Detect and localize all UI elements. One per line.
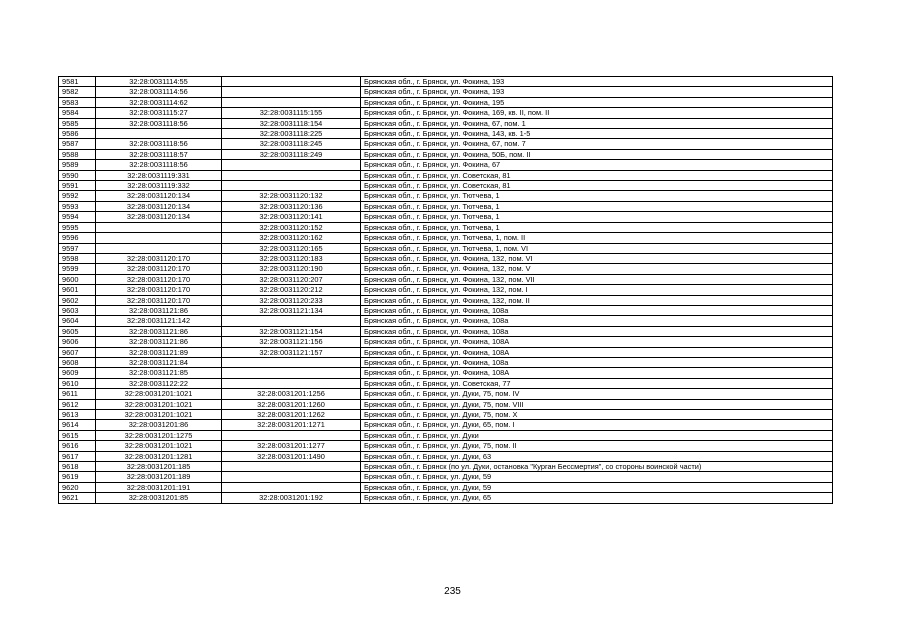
table-row [59,87,833,97]
table-row [59,97,833,107]
cadastral-number-2-cell: 32:28:0031120:136 [222,201,361,211]
row-number-cell: 9595 [59,222,96,232]
address-cell: Брянская обл., г. Брянск, ул. Дуки, 65, пом. I [361,420,833,430]
table-row [59,149,833,159]
table-row [59,493,833,503]
cadastral-number-cell: 32:28:0031201:1021 [96,399,222,409]
table-row [59,410,833,420]
cadastral-number-2-cell: 32:28:0031201:1490 [222,451,361,461]
address-cell: Брянская обл., г. Брянск, ул. Дуки, 63 [361,451,833,461]
cadastral-number-cell: 32:28:0031121:89 [96,347,222,357]
cadastral-number-2-cell: 32:28:0031120:190 [222,264,361,274]
row-number-cell: 9596 [59,233,96,243]
address-cell: Брянская обл., г. Брянск, ул. Фокина, 193 [361,87,833,97]
address-cell: Брянская обл., г. Брянск, ул. Советская, 81 [361,181,833,191]
cadastral-number-cell: 32:28:0031120:170 [96,295,222,305]
address-cell: Брянская обл., г. Брянск, ул. Фокина, 108А [361,368,833,378]
table-row [59,253,833,263]
cadastral-number-2-cell: 32:28:0031201:1271 [222,420,361,430]
address-cell: Брянская обл., г. Брянск, ул. Фокина, 108а [361,305,833,315]
row-number-cell: 9615 [59,430,96,440]
cadastral-number-2-cell [222,368,361,378]
row-number-cell: 9599 [59,264,96,274]
table-row [59,77,833,87]
cadastral-number-2-cell: 32:28:0031121:157 [222,347,361,357]
table-row [59,243,833,253]
cadastral-number-2-cell [222,97,361,107]
table-row [59,420,833,430]
cadastral-number-cell: 32:28:0031119:331 [96,170,222,180]
address-cell: Брянская обл., г. Брянск, ул. Тютчева, 1 [361,191,833,201]
table-row [59,222,833,232]
cadastral-number-cell: 32:28:0031118:56 [96,118,222,128]
cadastral-number-cell: 32:28:0031121:86 [96,337,222,347]
cadastral-number-2-cell: 32:28:0031201:1256 [222,389,361,399]
cadastral-number-2-cell: 32:28:0031115:155 [222,108,361,118]
row-number-cell: 9605 [59,326,96,336]
cadastral-number-2-cell: 32:28:0031120:212 [222,285,361,295]
row-number-cell: 9607 [59,347,96,357]
cadastral-number-2-cell [222,160,361,170]
cadastral-number-2-cell: 32:28:0031121:134 [222,305,361,315]
address-cell: Брянская обл., г. Брянск, ул. Фокина, 143, кв. 1-5 [361,129,833,139]
cadastral-number-2-cell [222,316,361,326]
cadastral-number-cell: 32:28:0031120:134 [96,191,222,201]
row-number-cell: 9592 [59,191,96,201]
cadastral-number-cell: 32:28:0031118:56 [96,139,222,149]
row-number-cell: 9589 [59,160,96,170]
cadastral-number-2-cell: 32:28:0031201:1260 [222,399,361,409]
cadastral-number-cell: 32:28:0031201:1021 [96,441,222,451]
address-cell: Брянская обл., г. Брянск, ул. Фокина, 108а [361,316,833,326]
cadastral-number-2-cell: 32:28:0031120:165 [222,243,361,253]
table-row [59,160,833,170]
cadastral-number-2-cell: 32:28:0031118:249 [222,149,361,159]
cadastral-number-cell: 32:28:0031121:86 [96,305,222,315]
address-cell: Брянская обл., г. Брянск, ул. Дуки, 75, пом. IV [361,389,833,399]
address-cell: Брянская обл., г. Брянск (по ул. Дуки, остановка "Курган Бессмертия", со стороны воинской части) [361,462,833,472]
cadastral-number-cell: 32:28:0031120:170 [96,253,222,263]
address-cell: Брянская обл., г. Брянск, ул. Тютчева, 1, пом. II [361,233,833,243]
row-number-cell: 9620 [59,482,96,492]
cadastral-number-2-cell: 32:28:0031120:162 [222,233,361,243]
cadastral-number-2-cell: 32:28:0031120:152 [222,222,361,232]
table-row [59,337,833,347]
cadastral-number-cell: 32:28:0031122:22 [96,378,222,388]
address-cell: Брянская обл., г. Брянск, ул. Дуки, 59 [361,482,833,492]
cadastral-number-cell: 32:28:0031118:56 [96,160,222,170]
row-number-cell: 9603 [59,305,96,315]
cadastral-number-2-cell: 32:28:0031201:1277 [222,441,361,451]
address-cell: Брянская обл., г. Брянск, ул. Дуки, 75, пом. X [361,410,833,420]
address-cell: Брянская обл., г. Брянск, ул. Дуки, 65 [361,493,833,503]
cadastral-number-2-cell: 32:28:0031120:207 [222,274,361,284]
cadastral-number-cell: 32:28:0031201:189 [96,472,222,482]
cadastral-number-cell: 32:28:0031201:191 [96,482,222,492]
cadastral-number-cell: 32:28:0031121:85 [96,368,222,378]
row-number-cell: 9594 [59,212,96,222]
table-row [59,347,833,357]
row-number-cell: 9598 [59,253,96,263]
cadastral-number-cell: 32:28:0031201:1021 [96,389,222,399]
address-cell: Брянская обл., г. Брянск, ул. Фокина, 67, пом. 7 [361,139,833,149]
address-cell: Брянская обл., г. Брянск, ул. Тютчева, 1 [361,212,833,222]
table-row [59,285,833,295]
cadastral-number-2-cell [222,482,361,492]
registry-table [58,76,833,504]
address-cell: Брянская обл., г. Брянск, ул. Фокина, 132, пом. I [361,285,833,295]
row-number-cell: 9617 [59,451,96,461]
cadastral-number-cell: 32:28:0031120:170 [96,274,222,284]
table-row [59,378,833,388]
address-cell: Брянская обл., г. Брянск, ул. Фокина, 108А [361,347,833,357]
table-row [59,326,833,336]
cadastral-number-2-cell [222,87,361,97]
cadastral-number-cell: 32:28:0031121:84 [96,357,222,367]
cadastral-number-cell: 32:28:0031120:170 [96,264,222,274]
table-row [59,399,833,409]
row-number-cell: 9587 [59,139,96,149]
table-row [59,129,833,139]
address-cell: Брянская обл., г. Брянск, ул. Фокина, 132, пом. II [361,295,833,305]
address-cell: Брянская обл., г. Брянск, ул. Фокина, 195 [361,97,833,107]
cadastral-number-cell: 32:28:0031114:55 [96,77,222,87]
cadastral-number-cell: 32:28:0031201:1281 [96,451,222,461]
row-number-cell: 9597 [59,243,96,253]
row-number-cell: 9600 [59,274,96,284]
address-cell: Брянская обл., г. Брянск, ул. Тютчева, 1 [361,201,833,211]
row-number-cell: 9590 [59,170,96,180]
row-number-cell: 9583 [59,97,96,107]
cadastral-number-cell: 32:28:0031121:142 [96,316,222,326]
cadastral-number-cell: 32:28:0031120:134 [96,212,222,222]
cadastral-number-2-cell: 32:28:0031201:192 [222,493,361,503]
table-row [59,201,833,211]
cadastral-number-cell: 32:28:0031118:57 [96,149,222,159]
table-row [59,108,833,118]
cadastral-number-2-cell: 32:28:0031120:141 [222,212,361,222]
table-row [59,305,833,315]
table-row [59,462,833,472]
address-cell: Брянская обл., г. Брянск, ул. Дуки [361,430,833,440]
cadastral-number-2-cell: 32:28:0031201:1262 [222,410,361,420]
cadastral-number-cell: 32:28:0031119:332 [96,181,222,191]
address-cell: Брянская обл., г. Брянск, ул. Фокина, 67, пом. 1 [361,118,833,128]
cadastral-number-2-cell: 32:28:0031118:154 [222,118,361,128]
row-number-cell: 9610 [59,378,96,388]
cadastral-number-2-cell: 32:28:0031120:132 [222,191,361,201]
table-row [59,451,833,461]
cadastral-number-cell: 32:28:0031114:62 [96,97,222,107]
table-row [59,191,833,201]
row-number-cell: 9611 [59,389,96,399]
cadastral-number-2-cell [222,378,361,388]
cadastral-number-2-cell: 32:28:0031118:225 [222,129,361,139]
row-number-cell: 9619 [59,472,96,482]
cadastral-number-cell: 32:28:0031201:1021 [96,410,222,420]
cadastral-number-2-cell: 32:28:0031121:156 [222,337,361,347]
cadastral-number-2-cell [222,462,361,472]
address-cell: Брянская обл., г. Брянск, ул. Фокина, 108А [361,337,833,347]
row-number-cell: 9581 [59,77,96,87]
row-number-cell: 9604 [59,316,96,326]
table-row [59,368,833,378]
page-number: 235 [444,586,461,597]
address-cell: Брянская обл., г. Брянск, ул. Советская, 81 [361,170,833,180]
row-number-cell: 9601 [59,285,96,295]
cadastral-number-2-cell [222,77,361,87]
address-cell: Брянская обл., г. Брянск, ул. Дуки, 59 [361,472,833,482]
address-cell: Брянская обл., г. Брянск, ул. Фокина, 108а [361,326,833,336]
cadastral-number-cell: 32:28:0031120:134 [96,201,222,211]
table-row [59,212,833,222]
cadastral-number-cell: 32:28:0031114:56 [96,87,222,97]
row-number-cell: 9621 [59,493,96,503]
address-cell: Брянская обл., г. Брянск, ул. Дуки, 75, пом. II [361,441,833,451]
row-number-cell: 9586 [59,129,96,139]
cadastral-number-2-cell [222,472,361,482]
table-row [59,295,833,305]
cadastral-number-2-cell [222,357,361,367]
table-row [59,389,833,399]
row-number-cell: 9608 [59,357,96,367]
cadastral-number-2-cell [222,181,361,191]
row-number-cell: 9582 [59,87,96,97]
cadastral-number-cell [96,233,222,243]
row-number-cell: 9585 [59,118,96,128]
row-number-cell: 9606 [59,337,96,347]
address-cell: Брянская обл., г. Брянск, ул. Фокина, 132, пом. V [361,264,833,274]
cadastral-number-cell: 32:28:0031201:185 [96,462,222,472]
cadastral-number-cell [96,129,222,139]
address-cell: Брянская обл., г. Брянск, ул. Тютчева, 1 [361,222,833,232]
table-row [59,316,833,326]
address-cell: Брянская обл., г. Брянск, ул. Фокина, 169, кв. II, пом. II [361,108,833,118]
address-cell: Брянская обл., г. Брянск, ул. Фокина, 132, пом. VI [361,253,833,263]
address-cell: Брянская обл., г. Брянск, ул. Фокина, 50Б, пом. II [361,149,833,159]
address-cell: Брянская обл., г. Брянск, ул. Фокина, 193 [361,77,833,87]
table-row [59,118,833,128]
cadastral-number-cell: 32:28:0031201:1275 [96,430,222,440]
cadastral-number-2-cell: 32:28:0031120:183 [222,253,361,263]
table-row [59,482,833,492]
table-row [59,357,833,367]
cadastral-number-2-cell: 32:28:0031121:154 [222,326,361,336]
cadastral-number-cell: 32:28:0031201:85 [96,493,222,503]
row-number-cell: 9613 [59,410,96,420]
table-row [59,139,833,149]
cadastral-number-2-cell [222,430,361,440]
table-row [59,274,833,284]
cadastral-number-2-cell: 32:28:0031118:245 [222,139,361,149]
table-row [59,170,833,180]
address-cell: Брянская обл., г. Брянск, ул. Дуки, 75, пом. VIII [361,399,833,409]
address-cell: Брянская обл., г. Брянск, ул. Советская, 77 [361,378,833,388]
row-number-cell: 9588 [59,149,96,159]
table-row [59,441,833,451]
table-row [59,472,833,482]
row-number-cell: 9612 [59,399,96,409]
table-row [59,233,833,243]
row-number-cell: 9618 [59,462,96,472]
row-number-cell: 9614 [59,420,96,430]
row-number-cell: 9602 [59,295,96,305]
cadastral-number-cell: 32:28:0031121:86 [96,326,222,336]
table-row [59,181,833,191]
cadastral-number-cell [96,243,222,253]
row-number-cell: 9616 [59,441,96,451]
row-number-cell: 9591 [59,181,96,191]
cadastral-number-cell: 32:28:0031115:27 [96,108,222,118]
cadastral-number-cell: 32:28:0031120:170 [96,285,222,295]
address-cell: Брянская обл., г. Брянск, ул. Тютчева, 1, пом. VI [361,243,833,253]
row-number-cell: 9593 [59,201,96,211]
cadastral-number-cell [96,222,222,232]
address-cell: Брянская обл., г. Брянск, ул. Фокина, 132, пом. VII [361,274,833,284]
cadastral-number-2-cell [222,170,361,180]
row-number-cell: 9584 [59,108,96,118]
registry-table-body [59,77,833,504]
cadastral-number-2-cell: 32:28:0031120:233 [222,295,361,305]
table-row [59,430,833,440]
cadastral-number-cell: 32:28:0031201:86 [96,420,222,430]
address-cell: Брянская обл., г. Брянск, ул. Фокина, 67 [361,160,833,170]
address-cell: Брянская обл., г. Брянск, ул. Фокина, 108а [361,357,833,367]
table-row [59,264,833,274]
row-number-cell: 9609 [59,368,96,378]
